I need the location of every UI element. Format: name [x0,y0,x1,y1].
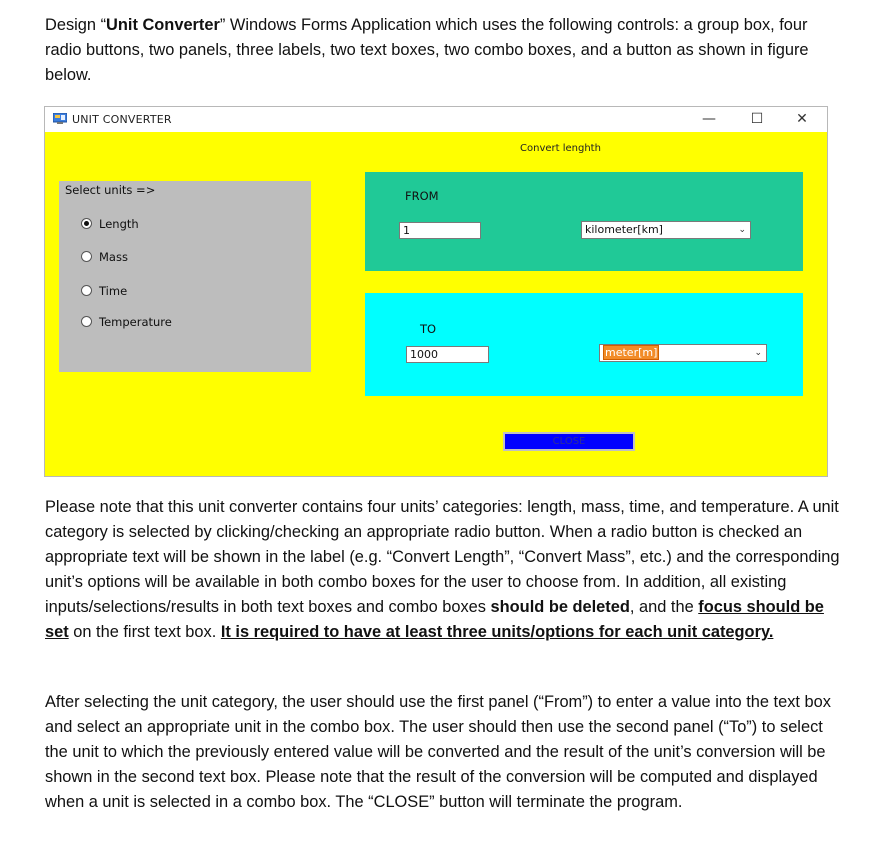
intro-text-2: ” Windows Forms Application which uses the following controls: a group box, four radio buttons, two panels, three labels, two text boxes, two combo boxes, and a button as shown in figure below. [45,16,809,84]
from-panel [365,172,803,271]
intro-app-name: Unit Converter [106,16,220,34]
close-window-button[interactable]: ✕ [796,111,808,127]
radio-temperature-label: Temperature [99,315,172,329]
radio-length-indicator[interactable] [81,218,92,229]
usage-paragraph: After selecting the unit category, the user should use the first panel (“From”) to enter a value into the text box and select an appropriate unit in the combo box. The user should then use the second panel (“To”) to select the unit to which the previously entered value will be converted and the result of the unit’s conversion will be shown in the second text box. Please note that the result of the conversion will be computed and displayed when a unit is selected in a combo box. The “CLOSE” button will terminate the program. [45,693,831,811]
description-text-e: on the first text box. [68,623,221,641]
intro-text-1: Design “ [45,16,107,34]
to-unit-combo[interactable] [599,344,767,362]
group-box-title: Select units => [65,183,156,197]
from-value-input[interactable]: 1 [399,222,481,239]
radio-length-label: Length [99,217,139,231]
unit-converter-window [44,106,828,477]
description-paragraph [45,495,845,645]
to-value-input[interactable]: 1000 [406,346,489,363]
radio-time-label: Time [99,284,128,298]
from-unit-combo[interactable] [581,221,751,239]
window-title: UNIT CONVERTER [72,113,172,126]
radio-temperature-indicator[interactable] [81,316,92,327]
from-label: FROM [405,189,439,203]
minimize-button[interactable]: — [702,111,716,127]
radio-time-indicator[interactable] [81,285,92,296]
radio-mass-indicator[interactable] [81,251,92,262]
description-text-a: Please note that this unit converter contains four units’ categories: length, mass, time, and temperature. A unit category is selected by clicking/checking an appropriate radio button. When a radio button is checked an appropriate text will be shown in the label (e.g. “Convert Length”, “Convert Mass”, etc.) and the corresponding unit’s options will be available in both combo boxes for the user to choose from. In addition, all existing inputs/selections/results in both text boxes and combo boxes [45,498,840,616]
from-unit-combo-value: kilometer[km] [585,223,663,236]
to-panel [365,293,803,396]
to-unit-combo-value: meter[m] [605,346,658,359]
radio-mass-label: Mass [99,250,128,264]
form-client-area [45,132,827,476]
description-text-c: , and the [629,598,699,616]
application-icon [53,113,67,124]
chevron-down-icon[interactable]: ⌄ [738,225,746,235]
convert-label: Convert lenghth [520,143,601,154]
description-emphasis-deleted: should be deleted [490,598,630,616]
description-emphasis-requirement: It is required to have at least three units/options for each unit category. [220,623,774,641]
close-button[interactable]: CLOSE [503,432,635,451]
units-group-box [59,181,311,372]
intro-paragraph [45,13,845,88]
maximize-button[interactable]: ☐ [750,111,764,127]
description-emphasis-focus: focus should be set [45,598,824,641]
to-label: TO [420,322,437,336]
chevron-down-icon[interactable]: ⌄ [754,348,762,358]
window-titlebar[interactable] [45,107,827,131]
